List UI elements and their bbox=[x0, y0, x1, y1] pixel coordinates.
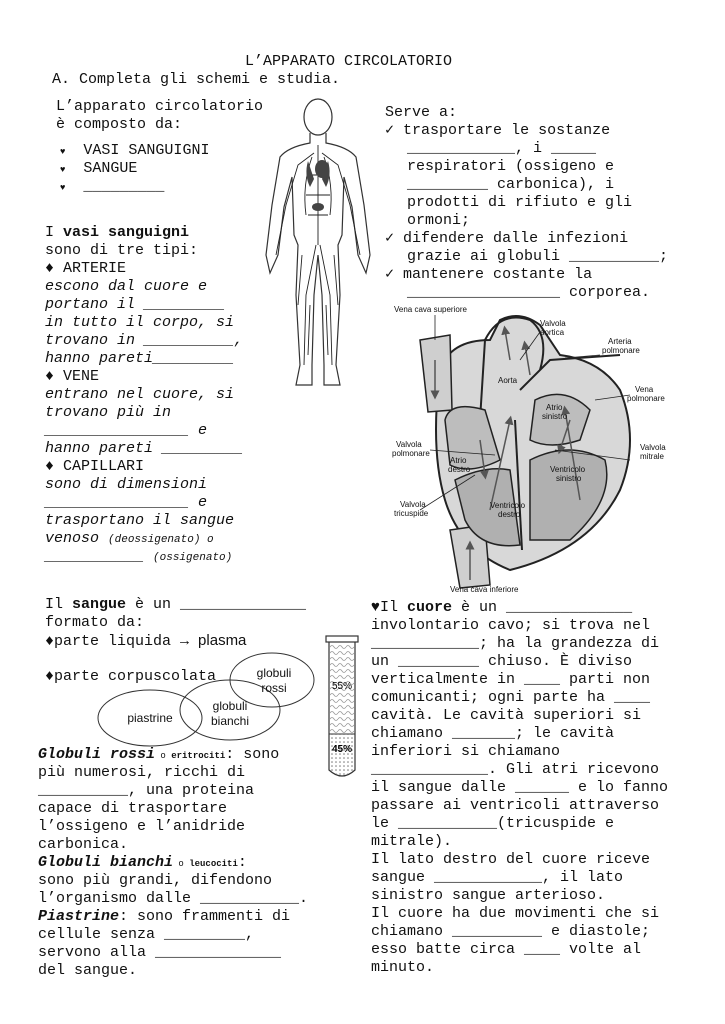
text-span: mantenere costante la bbox=[403, 266, 593, 283]
text-line bbox=[385, 122, 610, 140]
svg-text:tricuspide: tricuspide bbox=[394, 509, 429, 518]
svg-text:polmonare: polmonare bbox=[627, 394, 665, 403]
text-line bbox=[38, 854, 247, 873]
text-line[interactable]: ________________ e bbox=[45, 422, 208, 439]
text-line[interactable]: _________ carbonica), i bbox=[407, 176, 615, 193]
label-ventricolo-destro: Ventricolo bbox=[490, 501, 526, 510]
text-span: o bbox=[173, 859, 190, 869]
text-span: : bbox=[237, 854, 247, 871]
text-span: trasportare le sostanze bbox=[403, 122, 611, 139]
label-atrio-destro: Atrio bbox=[450, 456, 467, 465]
text-line: escono dal cuore e bbox=[45, 278, 208, 295]
text-line: sono di dimensioni bbox=[45, 476, 208, 493]
text-line: prodotti di rifiuto e gli bbox=[407, 194, 633, 211]
text-line bbox=[45, 632, 246, 651]
drop-icon: ♦ bbox=[45, 668, 55, 685]
drop-icon: ♦ bbox=[45, 260, 55, 277]
text-line bbox=[385, 230, 628, 248]
cells-percent: 45% bbox=[331, 744, 353, 755]
label-valvola-mitrale: Valvola bbox=[640, 443, 666, 452]
label-ventricolo-sinistro: Ventricolo bbox=[550, 465, 586, 474]
svg-text:polmonare: polmonare bbox=[602, 346, 640, 355]
text-span: difendere dalle infezioni bbox=[403, 230, 629, 247]
label-valvola-aortica: Valvola bbox=[540, 319, 566, 328]
svg-text:destro: destro bbox=[498, 510, 521, 519]
text-line: l’ossigeno e l’anidride bbox=[38, 818, 246, 835]
text-line[interactable]: sangue ____________, il lato bbox=[371, 869, 624, 886]
text-span: (deossigenato) o bbox=[108, 534, 214, 546]
text-line: minuto. bbox=[371, 959, 435, 976]
text-span: Il bbox=[45, 596, 73, 613]
text-span: Il bbox=[380, 599, 408, 616]
text-line[interactable]: _________________ corporea. bbox=[407, 284, 651, 301]
label-arteria-polmonare: Arteria bbox=[608, 337, 632, 346]
label-vena-polmonare: Vena bbox=[635, 385, 654, 394]
text-span: (ossigenato) bbox=[153, 552, 233, 564]
text-span: o bbox=[155, 751, 172, 761]
check-icon: ✓ bbox=[385, 266, 395, 283]
list-item: VASI SANGUIGNI bbox=[83, 142, 210, 159]
svg-text:sinistro: sinistro bbox=[542, 412, 568, 421]
text-line bbox=[385, 266, 592, 284]
text-line: più numerosi, ricchi di bbox=[38, 764, 246, 781]
text-line[interactable]: grazie ai globuli __________; bbox=[407, 248, 669, 265]
heart-bullet-icon: ♥ bbox=[60, 165, 66, 175]
composition-intro-1: L’apparato circolatorio bbox=[56, 98, 264, 115]
composition-intro-2: è composto da: bbox=[56, 116, 183, 133]
text-line[interactable]: il sangue dalle ______ e lo fanno bbox=[371, 779, 669, 796]
text-line[interactable]: servono alla ______________ bbox=[38, 944, 282, 961]
heart-bullet-icon: ♥ bbox=[60, 147, 66, 157]
text-line: del sangue. bbox=[38, 962, 138, 979]
text-line: Il lato destro del cuore riceve bbox=[371, 851, 651, 868]
text-span: Globuli rossi bbox=[38, 746, 156, 763]
text-span[interactable]: è un ______________ bbox=[452, 599, 633, 616]
text-line: entrano nel cuore, si bbox=[45, 386, 235, 403]
text-line: carbonica. bbox=[38, 836, 129, 853]
text-line: involontario cavo; si trova nel bbox=[371, 617, 651, 634]
text-line: sinistro sangue arterioso. bbox=[371, 887, 606, 904]
text-span: I bbox=[45, 224, 64, 241]
heart-diagram bbox=[390, 300, 675, 595]
text-span: : sono frammenti di bbox=[119, 908, 291, 925]
list-item: SANGUE bbox=[83, 160, 138, 177]
text-line: sono più grandi, difendono bbox=[38, 872, 273, 889]
text-span: parte corpuscolata bbox=[54, 668, 217, 685]
text-line bbox=[45, 530, 214, 549]
text-line: respiratori (ossigeno e bbox=[407, 158, 615, 175]
text-line[interactable]: hanno pareti _________ bbox=[45, 440, 244, 457]
text-span: parte liquida → bbox=[54, 633, 199, 650]
text-line[interactable]: le ___________(tricuspide e bbox=[371, 815, 615, 832]
svg-text:aortica: aortica bbox=[540, 328, 565, 337]
text-line: sono di tre tipi: bbox=[45, 242, 199, 259]
text-line: ormoni; bbox=[407, 212, 471, 229]
svg-text:sinistro: sinistro bbox=[556, 474, 582, 483]
text-span: venoso bbox=[45, 530, 109, 547]
text-line bbox=[45, 458, 144, 476]
check-icon: ✓ bbox=[385, 230, 395, 247]
text-line: formato da: bbox=[45, 614, 145, 631]
text-line bbox=[38, 746, 279, 765]
venn-bianchi: globuli bbox=[212, 699, 248, 713]
text-line[interactable]: verticalmente in ____ parti non bbox=[371, 671, 651, 688]
svg-text:polmonare: polmonare bbox=[392, 449, 430, 458]
text-line: inferiori si chiamano bbox=[371, 743, 561, 760]
venn-piastrine: piastrine bbox=[127, 711, 173, 725]
text-line[interactable]: esso batte circa ____ volte al bbox=[371, 941, 642, 958]
svg-text:destro: destro bbox=[448, 465, 471, 474]
text-line: Il cuore ha due movimenti che si bbox=[371, 905, 660, 922]
text-span: cuore bbox=[407, 599, 453, 616]
list-item[interactable]: _________ bbox=[83, 178, 165, 195]
purpose-heading: Serve a: bbox=[385, 104, 458, 121]
text-line: trovano più in bbox=[45, 404, 172, 421]
text-line[interactable]: _____________. Gli atri ricevono bbox=[371, 761, 660, 778]
text-line: trasportano il sangue bbox=[45, 512, 235, 529]
drop-icon: ♦ bbox=[45, 458, 55, 475]
text-line: cavità. Le cavità superiori si bbox=[371, 707, 642, 724]
text-line[interactable]: chiamano _______; le cavità bbox=[371, 725, 615, 742]
text-line bbox=[45, 224, 189, 242]
svg-text:rossi: rossi bbox=[261, 681, 287, 695]
check-icon: ✓ bbox=[385, 122, 395, 139]
text-line bbox=[45, 260, 126, 278]
text-line bbox=[45, 548, 232, 567]
venn-rossi: globuli bbox=[256, 666, 292, 680]
label-vena-cava-superiore: Vena cava superiore bbox=[394, 305, 467, 314]
text-line[interactable]: ____________, i _____ bbox=[407, 140, 597, 157]
heart-icon: ♥ bbox=[371, 599, 381, 616]
text-line bbox=[45, 368, 99, 386]
page-title: L’APPARATO CIRCOLATORIO bbox=[245, 53, 453, 70]
text-span: Piastrine bbox=[38, 908, 120, 925]
text-span: eritrociti bbox=[171, 751, 226, 761]
text-line: in tutto il corpo, si bbox=[45, 314, 235, 331]
instruction: A. Completa gli schemi e studia. bbox=[52, 71, 341, 88]
text-line[interactable]: __________, una proteina bbox=[38, 782, 255, 799]
drop-icon: ♦ bbox=[45, 368, 55, 385]
human-body-illustration bbox=[258, 95, 378, 395]
text-line bbox=[45, 596, 306, 614]
label-aorta: Aorta bbox=[498, 376, 518, 385]
text-line[interactable]: chiamano __________ e diastole; bbox=[371, 923, 651, 940]
svg-text:mitrale: mitrale bbox=[640, 452, 665, 461]
label-vena-cava-inferiore: Vena cava inferiore bbox=[450, 585, 519, 594]
text-line bbox=[38, 908, 290, 926]
label-valvola-polmonare: Valvola bbox=[396, 440, 422, 449]
text-span: sangue bbox=[72, 596, 127, 613]
text-line bbox=[60, 160, 137, 179]
plasma-percent: 55% bbox=[331, 681, 353, 692]
text-line bbox=[371, 599, 632, 617]
plasma-label: plasma bbox=[198, 632, 247, 649]
text-span: : sono bbox=[225, 746, 280, 763]
text-line[interactable]: trovano in __________, bbox=[45, 332, 244, 349]
svg-text:bianchi: bianchi bbox=[210, 714, 250, 728]
text-line[interactable]: comunicanti; ogni parte ha ____ bbox=[371, 689, 651, 706]
test-tube-illustration bbox=[322, 632, 362, 782]
text-line: capace di trasportare bbox=[38, 800, 228, 817]
vene-label: VENE bbox=[63, 368, 100, 385]
text-span: leucociti bbox=[189, 859, 238, 869]
text-line[interactable]: hanno pareti_________ bbox=[45, 350, 235, 367]
text-line: mitrale). bbox=[371, 833, 453, 850]
text-line[interactable]: portano il _________ bbox=[45, 296, 226, 313]
text-line bbox=[60, 142, 209, 161]
text-line[interactable]: ____________; ha la grandezza di bbox=[371, 635, 660, 652]
text-span[interactable]: è un ______________ bbox=[126, 596, 307, 613]
label-valvola-tricuspide: Valvola bbox=[400, 500, 426, 509]
text-line[interactable]: cellule senza _________, bbox=[38, 926, 255, 943]
text-line[interactable]: ________________ e bbox=[45, 494, 208, 511]
text-span[interactable]: ___________ bbox=[45, 548, 154, 565]
capillari-label: CAPILLARI bbox=[63, 458, 145, 475]
text-line[interactable]: un _________ chiuso. È diviso bbox=[371, 653, 633, 670]
text-line[interactable]: l’organismo dalle ___________. bbox=[38, 890, 309, 907]
label-atrio-sinistro: Atrio bbox=[546, 403, 563, 412]
arterie-label: ARTERIE bbox=[63, 260, 127, 277]
text-line: passare ai ventricoli attraverso bbox=[371, 797, 660, 814]
text-span: vasi sanguigni bbox=[63, 224, 190, 241]
heart-bullet-icon: ♥ bbox=[60, 183, 66, 193]
text-span: Globuli bianchi bbox=[38, 854, 174, 871]
text-line bbox=[60, 178, 164, 197]
drop-icon: ♦ bbox=[45, 633, 55, 650]
